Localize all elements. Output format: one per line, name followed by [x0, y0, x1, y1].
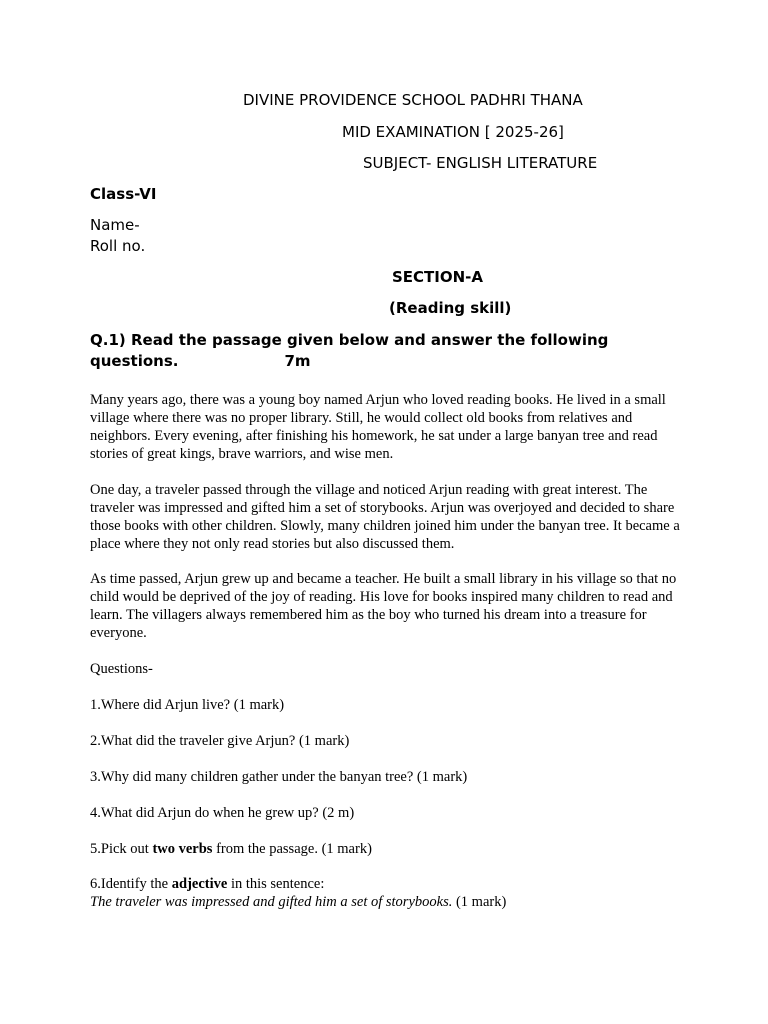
question-1-prompt [90, 330, 690, 372]
question-item: 4.What did Arjun do when he grew up? (2 m) [90, 805, 355, 821]
passage-paragraph: As time passed, Arjun grew up and became a teacher. He built a small library in his village so that no child would be deprived of the joy of reading. His love for books inspired many children to read and learn. The villagers always remembered him as the boy who turned his dream into a treasure for everyone. [90, 571, 677, 641]
question-emphasis: two verbs [152, 841, 213, 857]
section-title: SECTION-A [392, 268, 484, 286]
question-text: from the passage. (1 mark) [212, 841, 372, 857]
passage-paragraph: Many years ago, there was a young boy named Arjun who loved reading books. He lived in a small village where there was no proper library. Still, he would collect old books from relatives and neighbors. Every evening, after finishing his homework, he sat under a large banyan tree and read stories of great kings, brave warriors, and wise men. [90, 392, 666, 462]
question-item [90, 840, 372, 858]
class-label: Class-VI [90, 185, 157, 203]
question-emphasis: adjective [171, 876, 228, 892]
roll-no-label: Roll no. [90, 237, 146, 255]
question-item [90, 875, 324, 893]
question-item: 2.What did the traveler give Arjun? (1 mark) [90, 733, 350, 749]
question-sentence [90, 893, 506, 911]
question-1-marks: 7m [284, 352, 311, 370]
passage-paragraph: One day, a traveler passed through the village and noticed Arjun reading with great interest. The traveler was impressed and gifted him a set of storybooks. Arjun was overjoyed and decided to share those books with other children. Slowly, many children joined him under the banyan tree. It became a place where they not only read stories but also discussed them. [90, 482, 680, 552]
italic-sentence: The traveler was impressed and gifted him a set of storybooks. [90, 894, 453, 910]
subject-title: SUBJECT- ENGLISH LITERATURE [363, 154, 598, 172]
question-text: 5.Pick out [90, 841, 153, 857]
question-item: 1.Where did Arjun live? (1 mark) [90, 697, 285, 713]
question-text: in this sentence: [227, 876, 325, 892]
name-label: Name- [90, 216, 140, 234]
questions-heading: Questions- [90, 661, 153, 677]
question-item: 3.Why did many children gather under the banyan tree? (1 mark) [90, 769, 468, 785]
question-text: 6.Identify the [90, 876, 172, 892]
question-marks: (1 mark) [452, 894, 507, 910]
section-subtitle: (Reading skill) [389, 299, 512, 317]
exam-title: MID EXAMINATION [ 2025-26] [342, 123, 564, 141]
question-1-text: Q.1) Read the passage given below and answer the following questions. [90, 331, 609, 370]
school-name: DIVINE PROVIDENCE SCHOOL PADHRI THANA [243, 91, 583, 109]
